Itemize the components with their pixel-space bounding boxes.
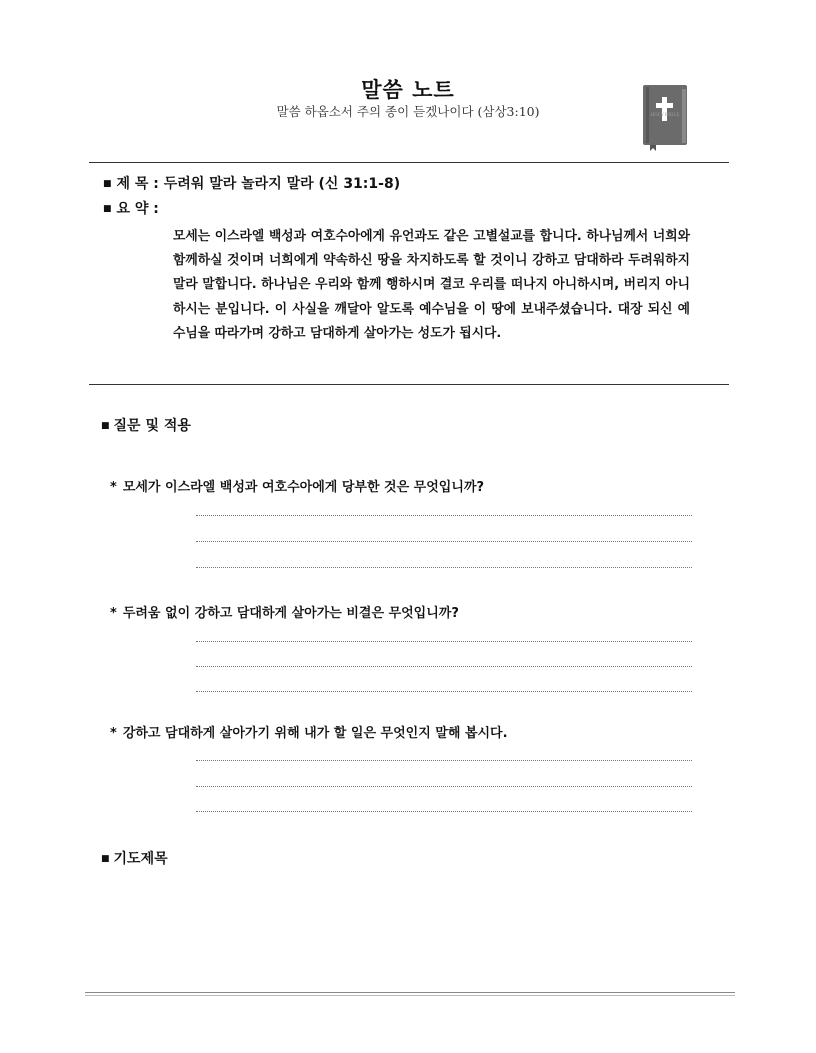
top-divider — [89, 162, 729, 163]
summary-label — [103, 198, 159, 218]
sermon-title-text: 제 목 : 두려워 말라 놀라지 말라 (신 31:1-8) — [116, 176, 401, 192]
footer-rule-shadow — [85, 995, 735, 996]
answer-line[interactable] — [196, 567, 692, 568]
answer-line[interactable] — [196, 541, 692, 542]
question-1 — [110, 476, 484, 495]
answer-line[interactable] — [196, 666, 692, 667]
question-3-text: 강하고 담대하게 살아가기 위해 내가 할 일은 무엇인지 말해 봅시다. — [122, 726, 508, 741]
question-2-text: 두려움 없이 강하고 담대하게 살아가는 비결은 무엇입니까? — [122, 606, 459, 621]
questions-section-label — [101, 415, 191, 435]
prayer-section-text: 기도제목 — [113, 851, 168, 867]
asterisk-icon: * — [110, 726, 117, 741]
square-bullet-icon: ■ — [103, 204, 112, 214]
answer-line[interactable] — [196, 691, 692, 692]
questions-section-text: 질문 및 적용 — [113, 418, 191, 434]
sermon-title — [103, 173, 400, 193]
middle-divider — [89, 384, 729, 385]
summary-text: 모세는 이스라엘 백성과 여호수아에게 유언과도 같은 고별설교를 합니다. 하나님께서 너희와 함께하실 것이며 너희에게 약속하신 땅을 차지하도록 할 것이니 강하고 담대하라 두려워하지 말라 말합니다. 하나님은 우리와 함께 행하시며 결코 우리를 떠나지 아니하시며, 버리지 아니하시는 분입니다. 이 사실을 깨달아 알도록 예수님을 이 땅에 보내주셨습니다. 대장 되신 예수님을 따라가며 강하고 담대하게 살아가는 성도가 됩시다. — [173, 229, 690, 341]
square-bullet-icon: ■ — [101, 421, 110, 431]
page-title: 말씀 노트 — [361, 78, 455, 102]
square-bullet-icon: ■ — [103, 179, 112, 189]
asterisk-icon: * — [110, 606, 117, 621]
prayer-section-label — [101, 848, 168, 868]
question-3 — [110, 722, 508, 741]
bible-icon — [641, 83, 689, 151]
asterisk-icon: * — [110, 480, 117, 495]
answer-line[interactable] — [196, 760, 692, 761]
answer-line[interactable] — [196, 641, 692, 642]
square-bullet-icon: ■ — [101, 854, 110, 864]
answer-line[interactable] — [196, 786, 692, 787]
footer-rule — [85, 992, 735, 993]
summary-label-text: 요 약 : — [116, 201, 159, 217]
answer-line[interactable] — [196, 811, 692, 812]
answer-line[interactable] — [196, 515, 692, 516]
page-subtitle: 말씀 하옵소서 주의 종이 듣겠나이다 (삼상3:10) — [276, 104, 540, 119]
question-1-text: 모세가 이스라엘 백성과 여호수아에게 당부한 것은 무엇입니까? — [122, 480, 485, 495]
bible-cover-text: HOLY BIBLE — [650, 113, 680, 118]
question-2 — [110, 602, 459, 621]
